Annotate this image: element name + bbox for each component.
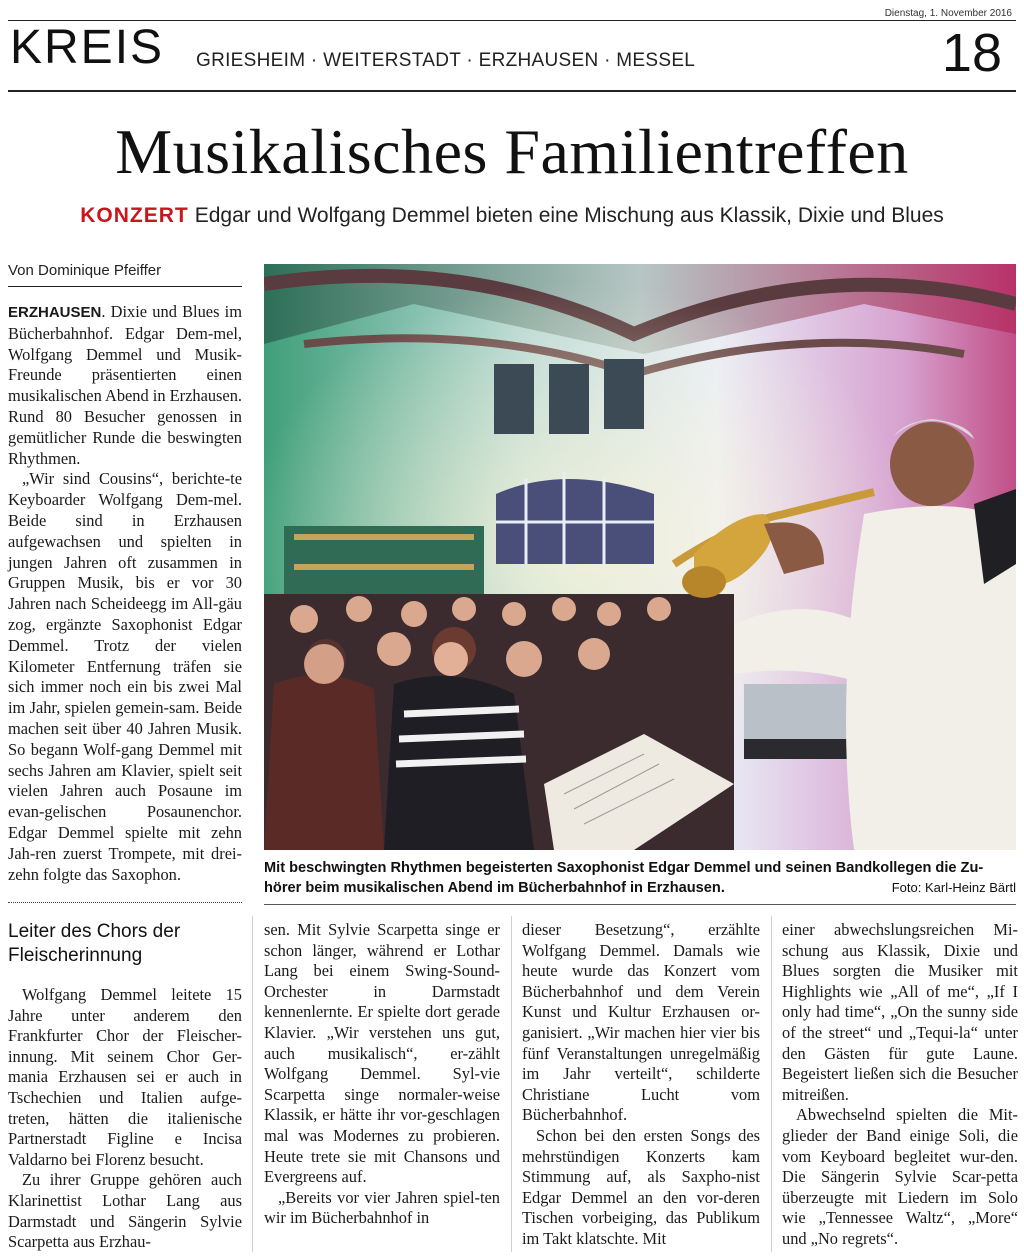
column-3-paragraph-2: Schon bei den ersten Songs des mehrstündigen Konzerts kam Stimmung auf, als Saxpho-nist Edgar Demmel an den vor-deren Tischen vorbeiging, das Publikum im Takt klatschte. Mit [522,1125,760,1248]
subheadline [0,204,1024,228]
column-3-paragraph-1: dieser Besetzung“, erzählte Wolfgang Demmel. Damals wie heute wurde das Konzert vom Bücherbahnhof und dem Verein Kunst und Kultur Erzhausen or-ganisiert. „Wir machen hier vier bis fünf Veranstaltungen unregelmäßig im Jahr verteilt“, schilderte Christiane Lucht vom Bücherbahnhof. [522,920,760,1125]
column-divider [771,916,772,1252]
photo-credit: Foto: Karl-Heinz Bärtl [891,880,1016,895]
caption-rule [264,904,1016,905]
concert-photo [264,264,1016,850]
text-column-2 [264,920,500,1229]
column-2-paragraph-2: „Bereits vor vier Jahren spiel-ten wir im Bücherbahnhof in [264,1187,500,1228]
byline-rule [8,286,242,287]
column-4-paragraph-2: Abwechselnd spielten die Mit-glieder der Band einige Soli, die vom Keyboard begleitet wur-den. Die Sängerin Sylvie Scar-petta überzeugte mit Liedern im Solo wie „Tennessee Waltz“, „More“ und „No regrets“. [782,1105,1018,1248]
body-paragraph: „Wir sind Cousins“, berichte-te Keyboarder Wolfgang Dem-mel. Beide sind in Erzhausen aufgewachsen und spielten in jungen Jahren oft zusammen in Gruppen Musik, bis er vor 30 Jahren nach Scheideegg im All-gäu zog, ergänzte Saxophonist Edgar Demmel. Trotz der vielen Kilometer Entfernung träfen sie sich immer noch ein bis zwei Mal im Jahr, spielen gemein-sam. Beide machen seit über 40 Jahren Musik. So begann Wolf-gang Demmel mit sechs Jahren am Klavier, spielt seit vielen Jahren auch Posaune im evan-gelischen Posaunenchor. Edgar Demmel spielte mit zehn Jah-ren zuerst Trompete, mit drei-zehn folgte das Saxophon. [8,469,242,884]
section-towns: GRIESHEIM · WEITERSTADT · ERZHAUSEN · MESSEL [196,50,696,71]
text-column-4 [782,920,1018,1250]
dateline: Dienstag, 1. November 2016 [884,8,1012,19]
text-column-1 [8,985,242,1253]
dateline-place: ERZHAUSEN [8,304,102,321]
header-rule [8,90,1016,92]
column-4-paragraph-1: einer abwechslungsreichen Mi-schung aus Klassik, Dixie und Blues sorgten die Musiker mit Highlights wie „All of me“, „If I only had time“, „On the sunny side of the street“ und „Tequi-la“ unter den Gästen für gute Laune. Begeistert ließen sich die Besucher mitreißen. [782,920,1018,1104]
concert-photo-art [264,264,1016,850]
photo-caption [264,858,1016,898]
lead-column [8,302,242,885]
photo-caption-text: Mit beschwingten Rhythmen begeisterten Saxophonist Edgar Demmel und seinen Bandkollegen die Zu-hörer beim musikalischen Abend im Bücherbahnhof in Erzhausen. [264,860,984,896]
subhead: Leiter des Chors der Fleischerinnung [8,921,181,966]
column-1-paragraph-1: Wolfgang Demmel leitete 15 Jahre unter anderem den Frankfurter Chor der Fleischer-innung. Mit seinem Chor Ger-mania Erzhausen sei er auch in Tschechien und Italien aufge-treten, hätten die italienische Partnerstadt Figline e Incisa Valdarno bei Florenz besucht. [8,985,242,1169]
column-2-paragraph-1: sen. Mit Sylvie Scarpetta singe er schon länger, während er Lothar Lang bei einem Swing-Sound-Orchester in Darmstadt kennenlernte. Er spielte dort gerade Klavier. „Wir verstehen uns gut, auch musikalisch“, er-zählt Wolfgang Demmel. Syl-vie Scarpetta singe normaler-weise Klassik, er hätte ihr vor-geschlagen mal was Modernes zu probieren. Heute trete sie mit Chansons und Evergreens auf. [264,920,500,1187]
column-divider [511,916,512,1252]
kicker: KONZERT [80,204,189,227]
byline: Von Dominique Pfeiffer [8,262,162,279]
section-title: KREIS [10,21,165,74]
column-1-paragraph-2: Zu ihrer Gruppe gehören auch Klarinettist Lothar Lang aus Darmstadt und Sängerin Sylvie Scarpetta aus Erzhau- [8,1170,242,1252]
column-divider [252,916,253,1252]
dotted-rule [8,902,242,903]
headline: Musikalisches Familientreffen [115,116,909,187]
page-number: 18 [941,23,1002,83]
lead-paragraph [8,302,242,469]
text-column-3 [522,920,760,1250]
subheadline-text: Edgar und Wolfgang Demmel bieten eine Mischung aus Klassik, Dixie und Blues [194,204,944,227]
intro-text: . Dixie und Blues im Bücherbahnhof. Edgar Dem-mel, Wolfgang Demmel und Musik-Freunde präsentierten einen musikalischen Abend in Erzhausen. Rund 80 Besucher genossen in gemütlicher Runde die beswingten Rhythmen. [8,302,242,468]
